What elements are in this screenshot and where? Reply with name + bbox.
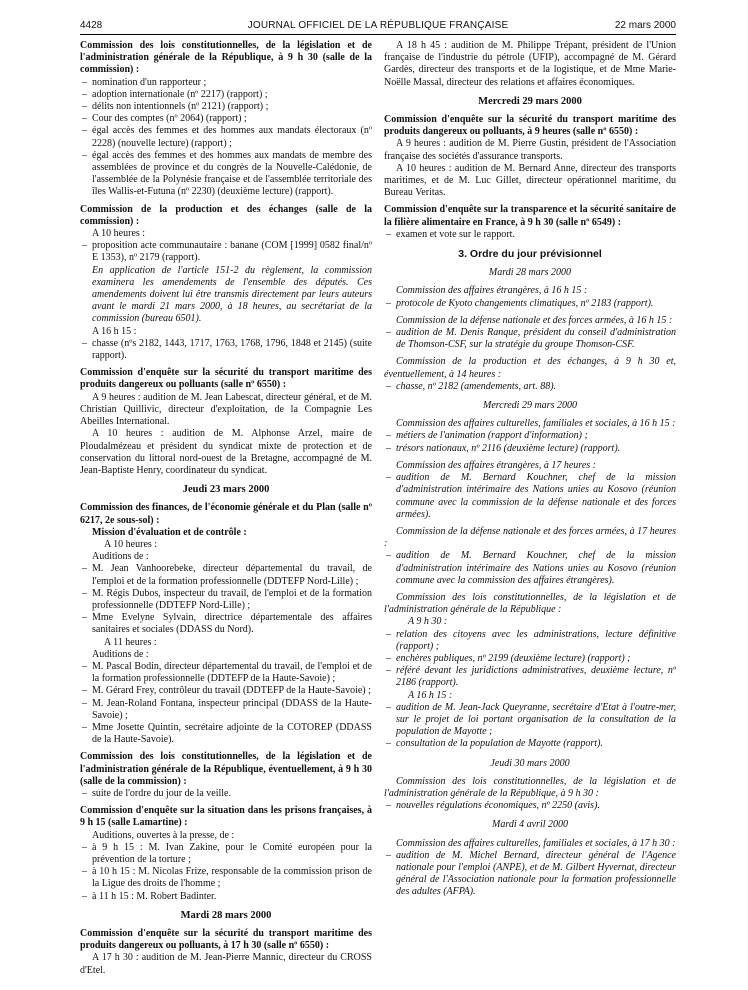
agenda-block [384,838,676,899]
list-item: – audition de M. Bernard Kouchner, chef de la mission d'administration intérimaire des Nations unies au Kosovo (réunion commune avec la commission des affaires étrangères). [384,550,676,587]
day-heading: Jeudi 23 mars 2000 [182,484,270,496]
agenda-block [384,356,676,393]
time-label: A 11 heures : [104,636,157,648]
agenda-block [384,460,676,521]
left-column [80,40,372,977]
day-heading: Mercredi 29 mars 2000 [483,400,577,412]
list-item: – Mme Josette Quintin, secrétaire adjointe de la COTOREP (DDASS de la Haute-Savoie). [80,722,372,746]
page-header [80,20,676,34]
committee-heading: Commission de la production et des échanges, à 9 h 30 et, éventuellement, à 14 heures : [384,356,676,380]
journal-title: JOURNAL OFFICIEL DE LA RÉPUBLIQUE FRANÇAISE [247,20,509,31]
committee-heading: Commission des affaires culturelles, familiales et sociales, à 17 h 30 : [396,837,676,849]
list-item: – relation des citoyens avec les administrations, lecture définitive (rapport) ; [384,629,676,653]
agenda-block [384,114,676,199]
list-item: – audition de M. Bernard Kouchner, chef de la mission d'administration intérimaire des Nations unies au Kosovo (réunion commune avec la commission de la défense nationale et des forces armées). [384,472,676,521]
list-item: – Cour des comptes (nº 2064) (rapport) ; [80,113,372,125]
list-item: – protocole de Kyoto changements climatiques, nº 2183 (rapport). [384,298,676,310]
agenda-block [384,526,676,587]
agenda-block [80,928,372,977]
list-item: – proposition acte communautaire : banane (COM [1999] 0582 final/nº E 1353), nº 2179 (rapport). [80,240,372,264]
list-item: – nouvelles régulations économiques, nº 2250 (avis). [384,800,676,812]
list-item: – M. Pascal Bodin, directeur départemental du travail, de l'emploi et de la formation professionnelle (DDTEFP de la Haute-Savoie) ; [80,661,372,685]
agenda-block [384,285,676,309]
issue-date: 22 mars 2000 [614,20,676,31]
time-label: A 16 h 15 : [92,325,137,337]
auditions-label: Auditions de : [92,648,149,660]
committee-heading: Commission des finances, de l'économie générale et du Plan (salle nº 6217, 2e sous-sol) : [80,502,372,526]
list-item: – audition de M. Michel Bernard, directeur général de l'Agence nationale pour l'emploi (ANPE), et de M. Gilbert Hyvernat, directeur général de l'Association nationale pour la formation professionnelle des adultes (AFPA). [384,850,676,899]
paragraph: A 9 heures : audition de M. Pierre Gustin, président de l'Association française des sociétés d'assurance transports. [384,138,676,162]
committee-heading: Commission de la défense nationale et des forces armées, à 16 h 15 : [396,314,673,326]
agenda-block [384,204,676,241]
list-item: – M. Jean Vanhoorebeke, directeur départemental du travail, de l'emploi et de la formation professionnelle (DDTEFP Nord-Lille) ; [80,563,372,587]
agenda-block [80,502,372,746]
agenda-block [384,776,676,813]
list-item: – examen et vote sur le rapport. [384,229,676,241]
agenda-block [384,315,676,352]
committee-heading: Commission d'enquête sur la situation dans les prisons françaises, à 9 h 15 (salle Lamartine) : [80,805,372,829]
time-label: A 16 h 15 : [408,689,453,701]
committee-heading: Commission d'enquête sur la transparence et la sécurité sanitaire de la filière alimentaire en France, à 9 h 30 (salle nº 6549) : [384,204,676,228]
mission-heading: Mission d'évaluation et de contrôle : [92,526,247,538]
list-item: – enchères publiques, nº 2199 (deuxième lecture) (rapport) ; [384,653,676,665]
day-heading: Mardi 28 mars 2000 [488,267,572,279]
list-item: – égal accès des femmes et des hommes aux mandats électoraux (nº 2228) (nouvelle lecture) (rapport) ; [80,125,372,149]
committee-heading: Commission des affaires culturelles, familiales et sociales, à 16 h 15 : [396,418,676,430]
list-item: – M. Gérard Frey, contrôleur du travail (DDTEFP de la Haute-Savoie) ; [80,685,372,697]
list-item: – métiers de l'animation (rapport d'information) ; [384,430,676,442]
agenda-block [80,751,372,800]
committee-heading: Commission de la production et des échanges (salle de la commission) : [80,203,372,227]
day-heading: Mercredi 29 mars 2000 [478,95,582,107]
list-item: – délits non intentionnels (nº 2121) (rapport) ; [80,101,372,113]
agenda-block [80,805,372,903]
time-label: A 10 heures : [92,228,146,240]
committee-heading: Commission de la défense nationale et des forces armées, à 17 heures : [384,525,676,550]
time-label: A 10 heures : [104,538,158,550]
agenda-block [80,204,372,363]
committee-heading: Commission d'enquête sur la sécurité du transport maritime des produits dangereux ou polluants, à 17 h 30 (salle nº 6550) : [80,928,372,952]
agenda-block [384,418,676,455]
paragraph: A 9 heures : audition de M. Jean Labescat, directeur général, et de M. Christian Quillivic, directeur d'exploitation, de la Compagnie Les Abeilles International. [80,391,372,428]
committee-heading: Commission d'enquête sur la sécurité du transport maritime des produits dangereux ou polluants, à 9 heures (salle nº 6550) : [384,114,676,138]
list-item: – trésors nationaux, nº 2116 (deuxième lecture) (rapport). [384,443,676,455]
list-item: – consultation de la population de Mayotte (rapport). [384,738,676,750]
committee-heading: Commission des lois constitutionnelles, de la législation et de l'administration générale de la République : [384,591,676,616]
list-item: – adoption internationale (nº 2217) (rapport) ; [80,89,372,101]
list-item: – audition de M. Jean-Jack Queyranne, secrétaire d'Etat à l'outre-mer, sur le projet de loi portant organisation de la consultation de la population de Mayotte ; [384,702,676,739]
list-item: – chasse (nºs 2182, 1443, 1717, 1763, 1768, 1796, 1848 et 2145) (suite rapport). [80,338,372,362]
time-label: A 9 h 30 : [408,616,448,628]
agenda-list [80,77,372,199]
list-item: – référé devant les juridictions administratives, deuxième lecture, nº 2186 (rapport). [384,665,676,689]
list-item: – égal accès des femmes et des hommes aux mandats de membre des assemblées de province et du congrès de la Nouvelle-Calédonie, de l'assemblée de la Polynésie française et de l'assemblée territoriale des îles Wallis-et-Futuna (nº 2230) (deuxième lecture) (rapport). [80,150,372,199]
agenda-block [384,592,676,751]
committee-heading: Commission d'enquête sur la sécurité du transport maritime des produits dangereux ou polluants (salle nº 6550) : [80,367,372,391]
committee-heading: Commission des lois constitutionnelles, de la législation et de l'administration générale de la République, à 9 h 30 : [384,775,676,799]
day-heading: Mardi 4 avril 2000 [491,819,568,831]
list-item: – audition de M. Denis Ranque, président du conseil d'administration de Thomson-CSF, sur la stratégie du groupe Thomson-CSF. [384,327,676,351]
right-column [384,40,676,899]
page-number: 4428 [80,20,103,31]
day-heading: Jeudi 30 mars 2000 [490,757,570,769]
paragraph: A 10 heures : audition de M. Alphonse Arzel, maire de Ploudalmézeau et président du syndicat mixte de protection et de conservation du littoral nord-ouest de la Bretagne, accompagné de M. Jean-Baptiste Henry, coordinateur du syndicat. [80,428,372,476]
auditions-label: Auditions, ouvertes à la presse, de : [92,829,235,841]
list-item: – à 9 h 15 : M. Ivan Zakine, pour le Comité européen pour la prévention de la torture ; [80,842,372,866]
list-item: – chasse, nº 2182 (amendements, art. 88). [384,381,676,393]
agenda-block [80,40,372,199]
list-item: – à 10 h 15 : M. Nicolas Frize, responsable de la commission prison de la Ligue des droits de l'homme ; [80,866,372,890]
committee-heading: Commission des affaires étrangères, à 16 h 15 : [396,285,588,297]
committee-heading: Commission des affaires étrangères, à 17 heures : [396,459,596,471]
list-item: – à 11 h 15 : M. Robert Badinter. [80,891,372,903]
agenda-block [80,367,372,477]
list-item: – nomination d'un rapporteur ; [80,77,372,89]
paragraph: A 17 h 30 : audition de M. Jean-Pierre Mannic, directeur du CROSS d'Etel. [80,952,372,976]
committee-heading: Commission des lois constitutionnelles, de la législation et de l'administration générale de la République, éventuellement, à 9 h 30 (salle de la commission) : [80,751,372,787]
paragraph: A 10 heures : audition de M. Bernard Anne, directeur des transports maritimes, et de M. Luc Gillet, directeur opérationnel maritime, du Bureau Veritas. [384,162,676,199]
auditions-label: Auditions de : [92,551,149,563]
list-item: – suite de l'ordre du jour de la veille. [80,788,372,800]
header-rule [80,34,676,35]
committee-heading: Commission des lois constitutionnelles, de la législation et de l'administration générale de la République, à 9 h 30 (salle de la commission) : [80,40,372,76]
day-heading: Mardi 28 mars 2000 [180,909,272,921]
paragraph: A 18 h 45 : audition de M. Philippe Trépant, président de l'Union française de l'industrie du pétrole (UFIP), accompagné de M. Gérard Gardès, directeur des transports et de la logistique, et de Mme Marie-Noëlle Massal, directeur des relations et affaires économiques. [384,40,676,88]
italic-note: En application de l'article 151-2 du règlement, la commission examinera les amendements de l'ensemble des députés. Ces amendements doivent lui être transmis directement par leurs auteurs avant le mardi 21 mars 2000, à 18 heures, au secrétariat de la commission (bureau 6501). [92,264,372,325]
list-item: – M. Jean-Roland Fontana, inspecteur principal (DDASS de la Haute-Savoie) ; [80,698,372,722]
list-item: – Mme Evelyne Sylvain, directrice départementale des affaires sanitaires et sociales (DDASS du Nord). [80,612,372,636]
list-item: – M. Régis Dubos, inspecteur du travail, de l'emploi et de la formation professionnelle (DDTEFP Nord-Lille) ; [80,588,372,612]
section-heading: 3. Ordre du jour prévisionnel [458,248,602,261]
